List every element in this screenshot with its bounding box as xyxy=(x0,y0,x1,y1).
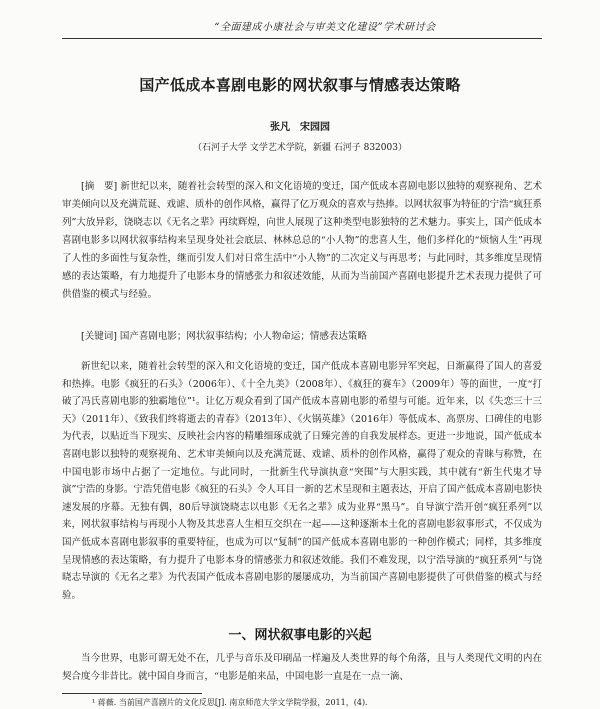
header-rule xyxy=(62,38,542,39)
authors: 张凡 宋园园 xyxy=(270,122,330,133)
abstract: [摘 要] 新世纪以来，随着社会转型的深入和文化语境的变迁，国产低成本喜剧电影以独特的观察视角、艺术审美倾向以及充满荒诞、戏谑、质朴的创作风格，赢得了亿万观众的喜欢与热捧。以网状叙事为特征的宁浩“疯狂系列”大放异彩，饶晓志以《无名之辈》再续辉煌，向世人展现了这种类型电影独特的艺术魅力。事实上，国产低成本喜剧电影多以网状叙事结构来呈现身处社会底层、林林总总的“小人物”的悲喜人生，他们多样化的“烦恼人生”再现了人性的多面性与复杂性，继而引发人们对日常生活中“小人物”的二次定义与再思考；与此同时，其多维度呈现情感的表达策略，有力地提升了电影本身的情感张力和叙述效能，从而为当前国产喜剧电影提升艺术表现力提供了可供借鉴的模式与经验。 xyxy=(62,181,542,300)
affiliation: （石河子大学 文学艺术学院，新疆 石河子 832003） xyxy=(193,143,407,153)
section-heading: 一、网状叙事电影的兴起 xyxy=(228,628,372,643)
section-paragraph: 当今世界，电影可谓无处不在，几乎与音乐及印刷品一样遍及人类世界的每个角落，且与人类现代文明的内在契合度今非昔比。就中国自身而言，“电影是舶来品，中国电影一直是在一点一滴、 xyxy=(62,653,542,682)
footnote: ¹ 蒋薇. 当前国产喜剧片的文化反思[J]. 南京师范大学文学院学报，2011，(4). xyxy=(92,698,368,707)
footnote-rule xyxy=(62,693,202,694)
keywords: [关键词] 国产喜剧电影；网状叙事结构；小人物命运；情感表达策略 xyxy=(81,331,367,342)
paper-title: 国产低成本喜剧电影的网状叙事与情感表达策略 xyxy=(139,76,461,94)
intro-paragraph: 新世纪以来，随着社会转型的深入和文化语境的变迁，国产低成本喜剧电影异军突起，日渐赢得了国人的喜爱和热捧。电影《疯狂的石头》（2006年）、《十全九美》（2008年）、《疯狂的赛车》（2009年）等的面世，一度“打破了冯氏喜剧电影的独霸地位”¹。让亿万观众看到了国产低成本喜剧电影的希望与可能。近年来，以《失恋三十三天》（2011年）、《致我们终将逝去的青春》（2013年）、《火锅英雄》（2016年）等低成本、高票房、口碑佳的电影为代表，以贴近当下现实、反映社会内容的精雕细琢成就了日臻完善的自我发展样态。更进一步地说，国产低成本喜剧电影以独特的观察视角、艺术审美倾向以及充满荒诞、戏谑、质朴的创作风格，赢得了观众的青睐与称赞，在中国电影市场中占据了一定地位。与此同时，一批新生代导演执意“突围”与大胆实践，其中就有“新生代鬼才导演”宁浩的身影。宁浩凭借电影《疯狂的石头》令人耳目一新的艺术呈现和主题表达，开启了国产低成本喜剧电影快速发展的序幕。无独有偶，80后导演饶晓志以电影《无名之辈》成为业界“黑马”。自导演宁浩开创“疯狂系列”以来，网状叙事结构与再现小人物及其悲喜人生相互交织在一起——这种逐渐本土化的喜剧电影叙事形式，不仅成为国产低成本喜剧电影叙事的重要特征，也成为可以“复制”的国产低成本喜剧电影的一种创作模式；同样，其多维度呈现情感的表达策略，有力提升了电影本身的情感张力和叙述效能。我们不难发现，以宁浩导演的“疯狂系列”与饶晓志导演的《无名之辈》为代表国产低成本喜剧电影的屡屡成功，为当前国产喜剧电影提供了可供借鉴的模式与经验。 xyxy=(62,361,542,601)
running-head: “全面建成小康社会与审美文化建设”学术研讨会 xyxy=(214,22,436,33)
